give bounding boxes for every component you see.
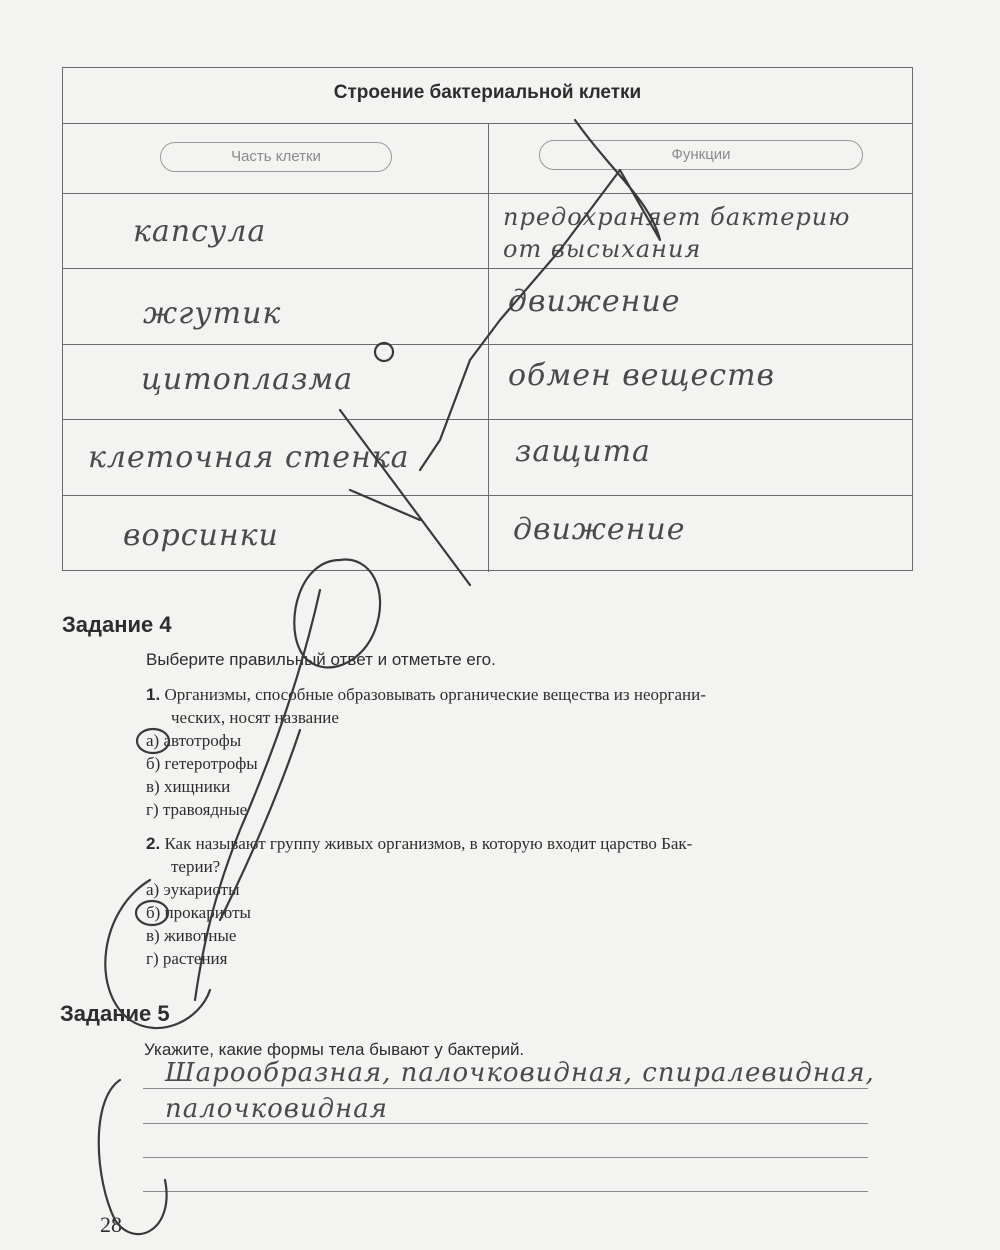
table-cell-part: капсула	[133, 214, 267, 249]
table-column-divider	[488, 123, 489, 572]
table-cell-function: обмен веществ	[508, 358, 776, 393]
answer-line	[143, 1088, 868, 1089]
column-header-function: Функции	[539, 140, 863, 170]
table-cell-function: движение	[508, 284, 681, 319]
question-1-text-line1: Организмы, способные образовывать органические вещества из неоргани-	[164, 685, 706, 704]
table-title: Строение бактериальной клетки	[333, 82, 642, 103]
table-cell-part: ворсинки	[123, 518, 279, 553]
q1-option-c[interactable]: в) хищники	[146, 777, 231, 796]
table-row-divider	[63, 495, 912, 496]
question-2	[146, 832, 871, 878]
task5-instruction: Укажите, какие формы тела бывают у бактерий.	[144, 1040, 525, 1059]
table-header-divider	[63, 193, 912, 194]
question-2-text-line2: терии?	[171, 857, 221, 876]
table-row-divider	[63, 268, 912, 269]
table-row-divider	[63, 419, 912, 420]
question-1-text-line2: ческих, носят название	[171, 708, 339, 727]
task5-answer-line1: Шарообразная, палочковидная, спиралевидная,	[165, 1058, 875, 1088]
table-title-row	[63, 68, 912, 124]
q1-option-a[interactable]: а) автотрофы	[146, 731, 242, 750]
column-header-part: Часть клетки	[160, 142, 392, 172]
bacterial-cell-table	[62, 67, 913, 571]
task5-answer-line2: палочковидная	[165, 1094, 389, 1124]
table-cell-function: защита	[515, 434, 651, 469]
answer-line	[143, 1157, 868, 1158]
table-cell-part: клеточная стенка	[88, 440, 410, 475]
table-row-divider	[63, 344, 912, 345]
q2-option-a[interactable]: а) эукариоты	[146, 880, 240, 899]
table-cell-function: движение	[513, 512, 686, 547]
question-2-text-line1: Как называют группу живых организмов, в которую входит царство Бак-	[164, 834, 693, 853]
q2-option-d[interactable]: г) растения	[146, 949, 228, 968]
page-number: 28	[100, 1212, 122, 1237]
table-cell-function: предохраняет бактерию от высыхания	[503, 203, 851, 263]
answer-line	[143, 1123, 868, 1124]
q2-option-b[interactable]: б) прокариоты	[146, 903, 251, 922]
table-cell-part: цитоплазма	[141, 362, 354, 397]
q1-option-b[interactable]: б) гетеротрофы	[146, 754, 258, 773]
q1-option-d[interactable]: г) травоядные	[146, 800, 248, 819]
answer-line	[143, 1191, 868, 1192]
question-1	[146, 683, 871, 729]
question-2-number: 2.	[146, 834, 161, 853]
task4-title: Задание 4	[62, 612, 172, 637]
q2-option-c[interactable]: в) животные	[146, 926, 237, 945]
table-cell-part: жгутик	[143, 296, 282, 331]
task4-instruction: Выберите правильный ответ и отметьте его.	[146, 650, 496, 669]
task5-title: Задание 5	[60, 1001, 170, 1026]
question-1-number: 1.	[146, 685, 161, 704]
